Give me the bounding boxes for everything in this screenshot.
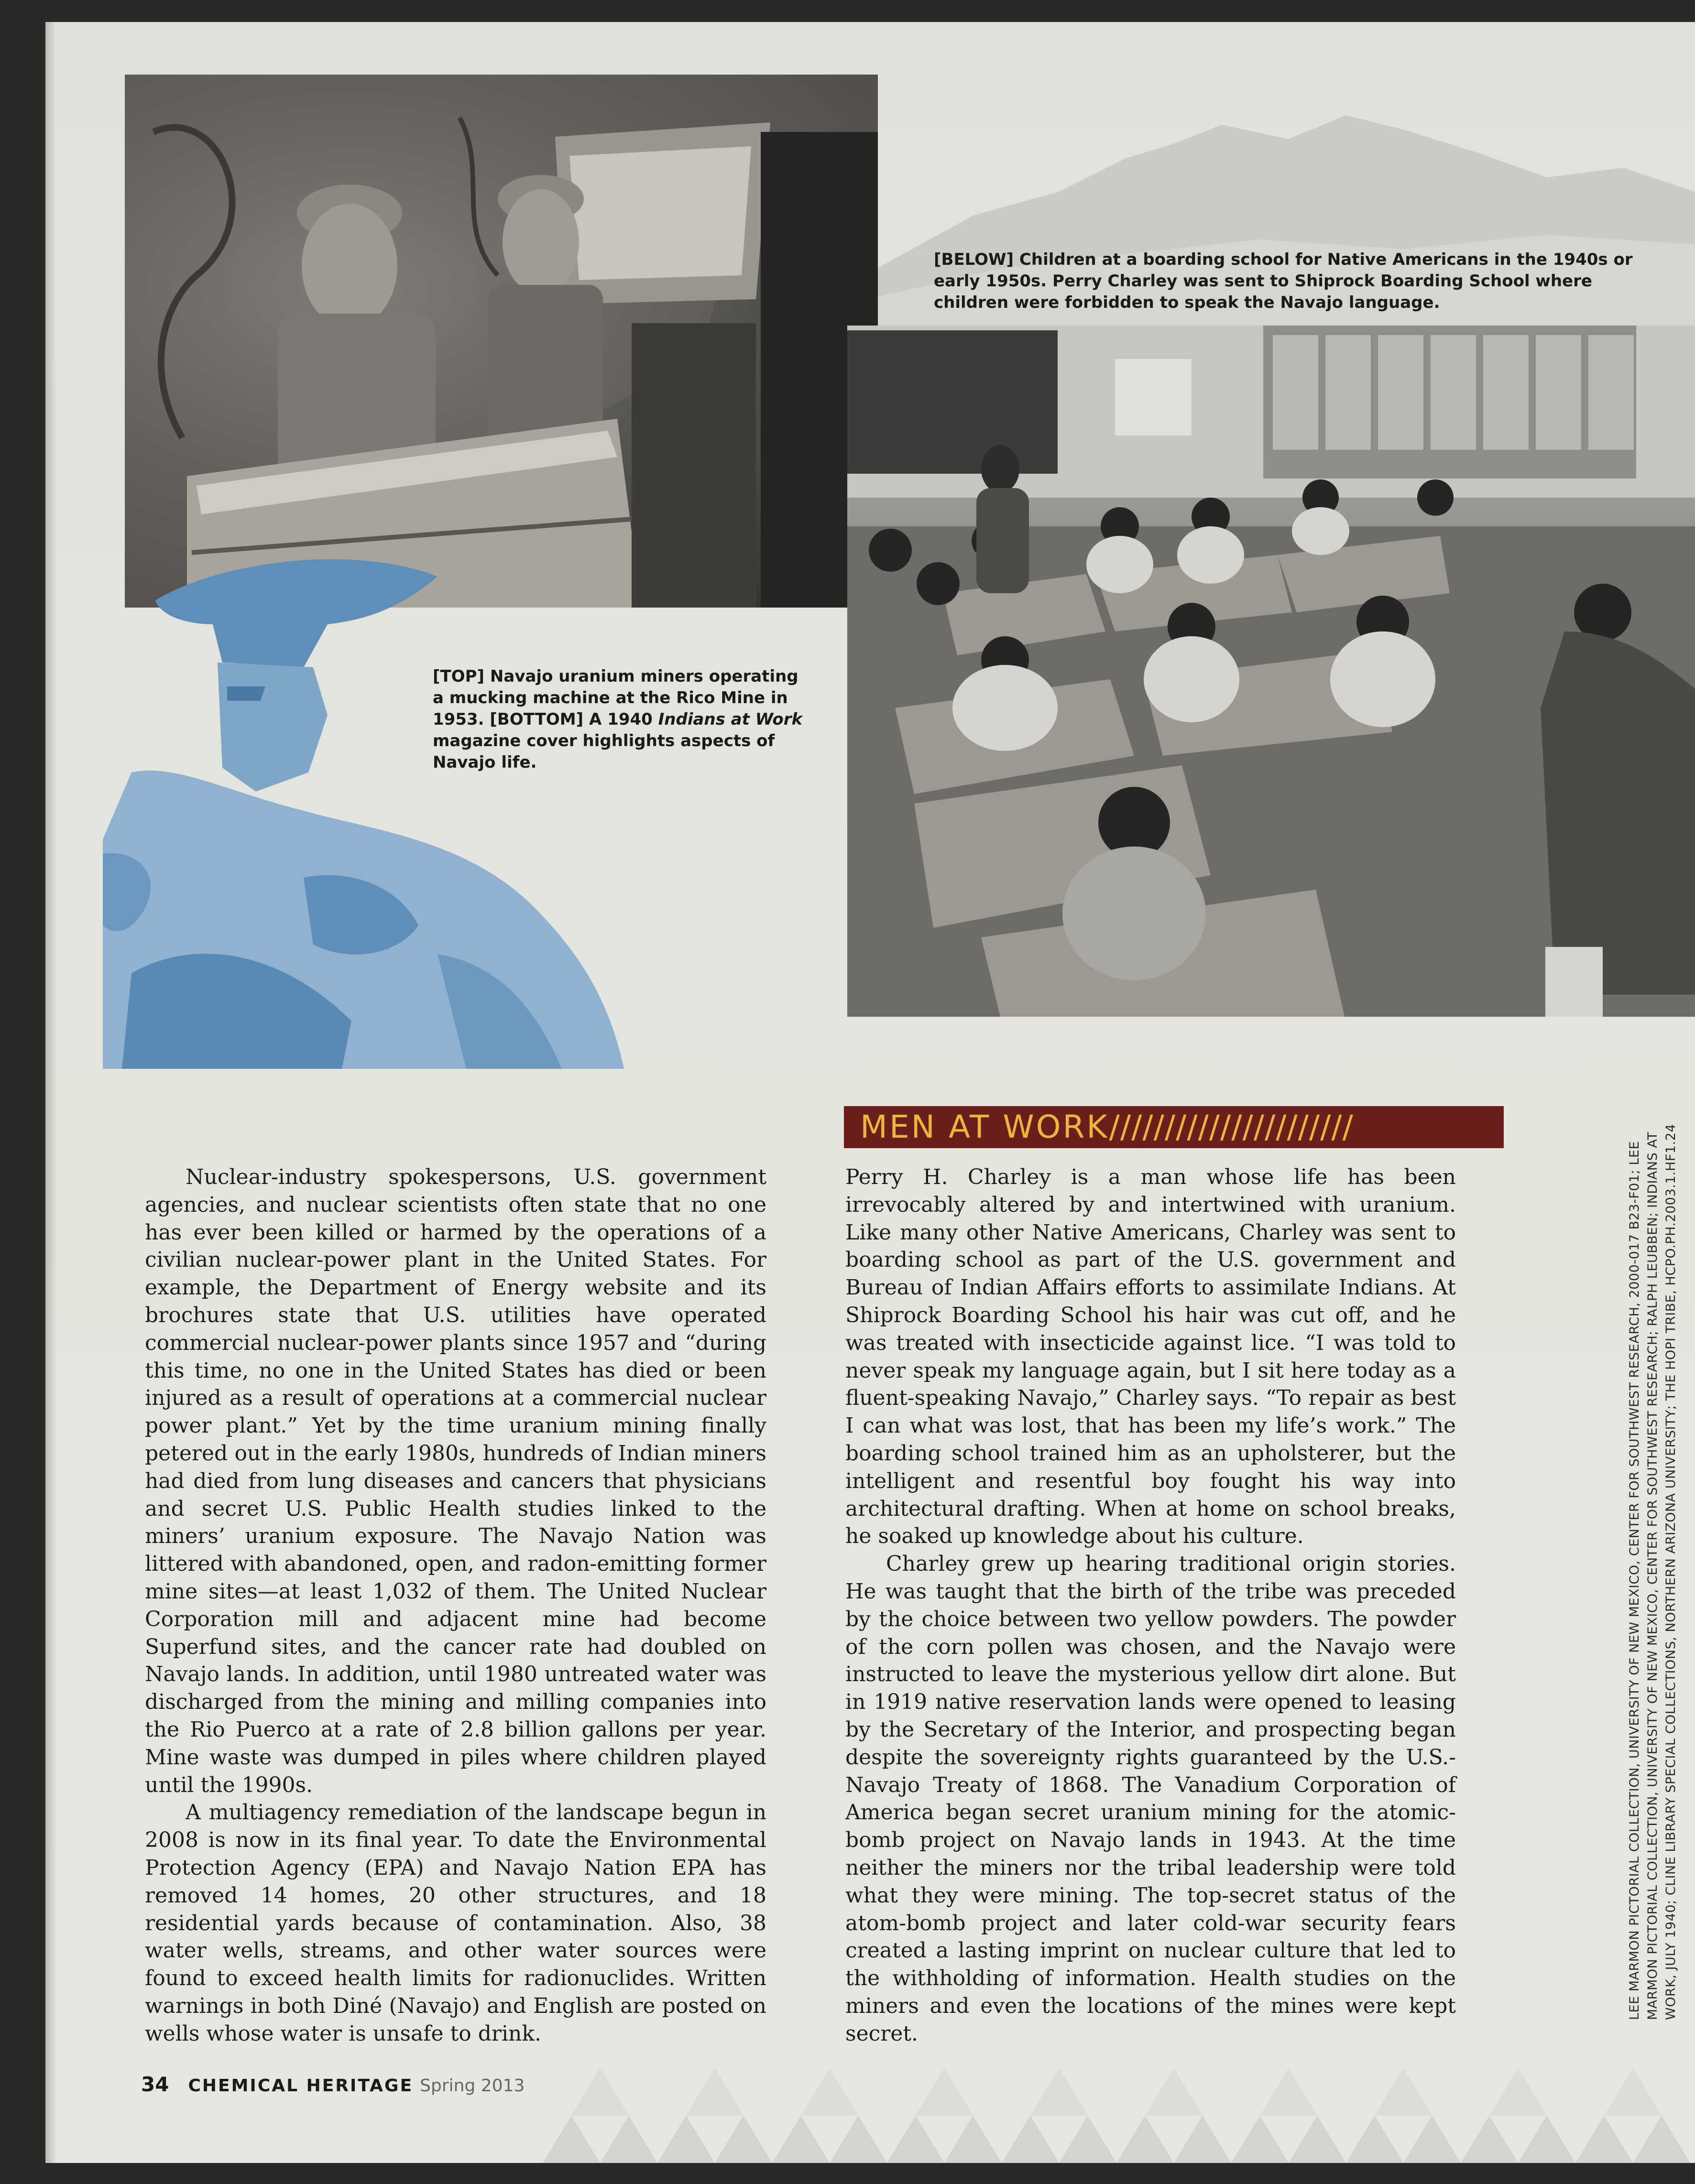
- page-footer: [141, 2073, 525, 2096]
- photo-credit-line-2: MARMON PICTORIAL COLLECTION, UNIVERSITY OF NEW MEXICO, CENTER FOR SOUTHWEST RESEARCH; RALPH LEUBBEN; INDIANS AT: [1645, 1131, 1660, 2020]
- caption-top: [433, 666, 810, 773]
- photo-credit: [1626, 1054, 1683, 2020]
- boarding-school-photo: [847, 326, 1695, 1017]
- caption-below: [BELOW] Children at a boarding school for Native Americans in the 1940s or early 1950s. Perry Charley was sent to Shiprock Boarding School where children were forbidden to speak the Navajo language.: [934, 250, 1633, 312]
- magazine-page: [45, 22, 1695, 2163]
- section-title: MEN AT WORK: [860, 1108, 1109, 1145]
- left-column: [145, 1163, 766, 2048]
- right-paragraph-2: Charley grew up hearing traditional origin stories. He was taught that the birth of the tribe was preceded by the choice between two yellow powders. The powder of the corn pollen was chosen, and the Navajo were instructed to leave the mysterious yellow dirt alone. But in 1919 native reservation lands were opened to leasing by the Secretary of the Interior, and prospecting began despite the sovereignty rights guaranteed by the U.S.-Navajo Treaty of 1868. The Vanadium Corporation of America began secret uranium mining for the atomic-bomb project on Navajo lands in 1943. At the time neither the miners nor the tribal leadership were told what they were mining. The top-secret status of the atom-bomb project and later cold-war security fears created a lasting imprint on nuclear culture that led to the withholding of information. Health studies on the miners and even the locations of the mines were kept secret.: [845, 1552, 1456, 2046]
- footer-triangle-pattern: [543, 2030, 1695, 2163]
- left-paragraph-2: A multiagency remediation of the landscape begun in 2008 is now in its final year. To date the Environmental Protection Agency (EPA) and Navajo Nation EPA has removed 14 homes, 20 other structures, and 18 residential yards because of contamination. Also, 38 water wells, streams, and other water sources were found to exceed health limits for radionuclides. Written warnings in both Diné (Navajo) and English are posted on wells whose water is unsafe to drink.: [145, 1800, 766, 2046]
- photo-credit-line-1: LEE MARMON PICTORIAL COLLECTION, UNIVERSITY OF NEW MEXICO, CENTER FOR SOUTHWEST RESEARCH, 2000-017 B23-F01; LEE: [1627, 1141, 1642, 2020]
- caption-top-line-3: 1953. [BOTTOM] A 1940: [433, 710, 658, 729]
- page-gutter-shadow: [45, 22, 56, 2163]
- caption-top-line-2: a mucking machine at the Rico Mine in: [433, 688, 788, 707]
- page-number: 34: [141, 2073, 169, 2096]
- uranium-miners-photo: [125, 75, 878, 608]
- photo-credit-line-3: WORK, JULY 1940; CLINE LIBRARY SPECIAL COLLECTIONS, NORTHERN ARIZONA UNIVERSITY; THE HOPI TRIBE, HCPO.PH.2003.1.HF1.24: [1663, 1124, 1678, 2020]
- left-paragraph-1: Nuclear-industry spokespersons, U.S. government agencies, and nuclear scientists often state that no one has ever been killed or harmed by the operations of a civilian nuclear-power plant in the United States. For example, the Department of Energy website and its brochures state that U.S. utilities have operated commercial nuclear-power plants since 1957 and “during this time, no one in the United States has died or been injured as a result of operations at a commercial nuclear power plant.” Yet by the time uranium mining finally petered out in the early 1980s, hundreds of Indian miners had died from lung diseases and cancers that physicians and secret U.S. Public Health studies linked to the miners’ uranium exposure. The Navajo Nation was littered with abandoned, open, and radon-emitting former mine sites—at least 1,032 of them. The United Nuclear Corporation mill and adjacent mine had become Superfund sites, and the cancer rate had doubled on Navajo lands. In addition, until 1980 untreated water was discharged from the mining and milling companies into the Rio Puerco at a rate of 2.8 billion gallons per year. Mine waste was dumped in piles where children played until the 1990s.: [145, 1165, 766, 1797]
- section-slashes: //////////////////////: [1109, 1108, 1354, 1145]
- indians-at-work-cover-image: [103, 543, 650, 1069]
- caption-top-line-1: [TOP] Navajo uranium miners operating: [433, 667, 798, 686]
- issue-date: Spring 2013: [420, 2076, 525, 2096]
- caption-top-tail: magazine cover highlights aspects of Navajo life.: [433, 731, 775, 772]
- section-heading: [844, 1106, 1504, 1148]
- caption-top-italic: Indians at Work: [658, 710, 803, 729]
- magazine-name: CHEMICAL HERITAGE: [188, 2076, 414, 2096]
- right-column: [845, 1163, 1456, 2048]
- right-paragraph-1: Perry H. Charley is a man whose life has been irrevocably altered by and intertwined with uranium. Like many other Native Americans, Charley was sent to boarding school as part of the U.S. government and Bureau of Indian Affairs efforts to assimilate Indians. At Shiprock Boarding School his hair was cut off, and he was treated with insecticide against lice. “I was told to never speak my language again, but I sit here today as a fluent-speaking Navajo,” Charley says. “To repair as best I can what was lost, that has been my life’s work.” The boarding school trained him as an upholsterer, but the intelligent and resentful boy fought his way into architectural drafting. When at home on school breaks, he soaked up knowledge about his culture.: [845, 1165, 1456, 1549]
